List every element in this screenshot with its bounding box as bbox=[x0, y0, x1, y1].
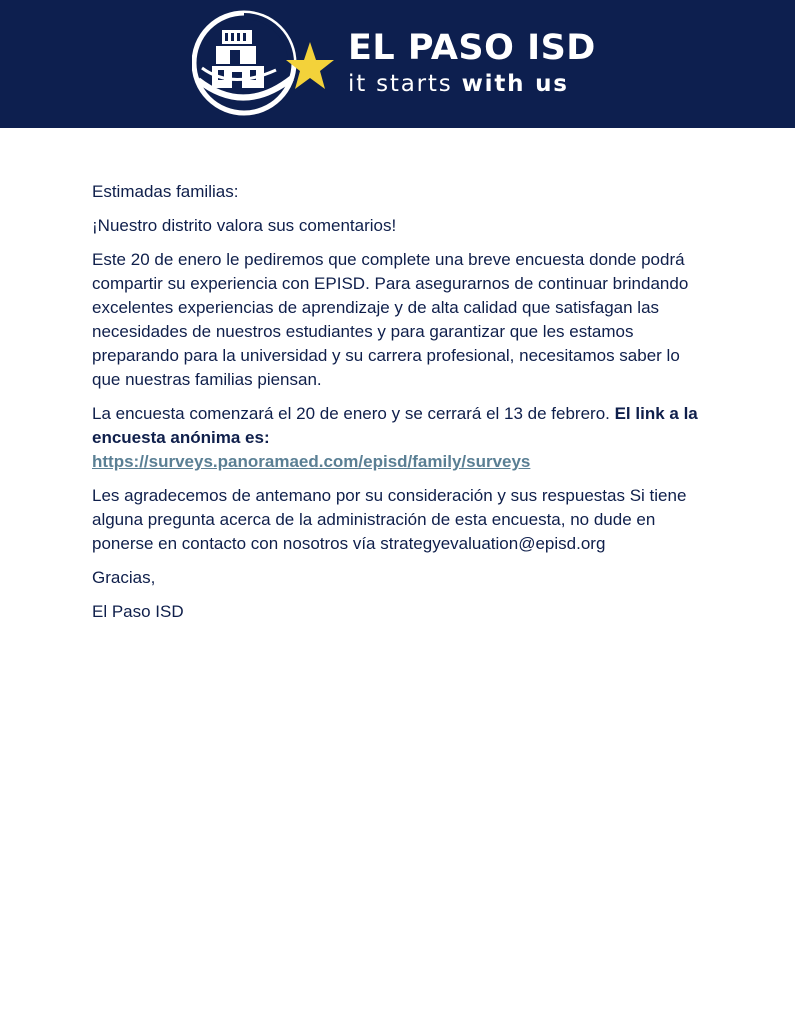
brand-tagline bbox=[348, 69, 596, 99]
letter-intro: ¡Nuestro distrito valora sus comentarios! bbox=[92, 216, 397, 235]
letter-survey-dates bbox=[92, 402, 712, 474]
el-paso-isd-logo-icon bbox=[192, 8, 334, 118]
header-banner bbox=[0, 0, 795, 128]
survey-link[interactable]: https://surveys.panoramaed.com/episd/family/surveys bbox=[92, 452, 531, 471]
letter-thanks: Les agradecemos de antemano por su consideración y sus respuestas Si tiene alguna pregunta acerca de la administración de esta encuesta, no dude en ponerse en contacto con nosotros vía strategyevaluation@episd.org bbox=[92, 486, 687, 553]
letter-body: Este 20 de enero le pediremos que complete una breve encuesta donde podrá compartir su experiencia con EPISD. Para asegurarnos de continuar brindando excelentes experiencias de aprendizaje y de alta calidad que satisfagan las necesidades de nuestros estudiantes y para garantizar que les estamos preparando para la universidad y su carrera profesional, necesitamos saber lo que nuestras familias piensan. bbox=[92, 250, 689, 389]
survey-dates-text: La encuesta comenzará el 20 de enero y se cerrará el 13 de febrero. bbox=[92, 404, 615, 423]
letter-content bbox=[92, 180, 712, 634]
tagline-regular: it starts bbox=[348, 71, 453, 97]
brand-name: EL PASO ISD bbox=[348, 28, 596, 68]
tagline-bold: with us bbox=[461, 71, 569, 97]
survey-link-intro: El link a la encuesta anónima es: bbox=[92, 404, 698, 447]
brand-block bbox=[348, 28, 596, 99]
letter-closing: Gracias, bbox=[92, 568, 156, 587]
letter-signature: El Paso ISD bbox=[92, 602, 184, 621]
letter-greeting: Estimadas familias: bbox=[92, 182, 239, 201]
